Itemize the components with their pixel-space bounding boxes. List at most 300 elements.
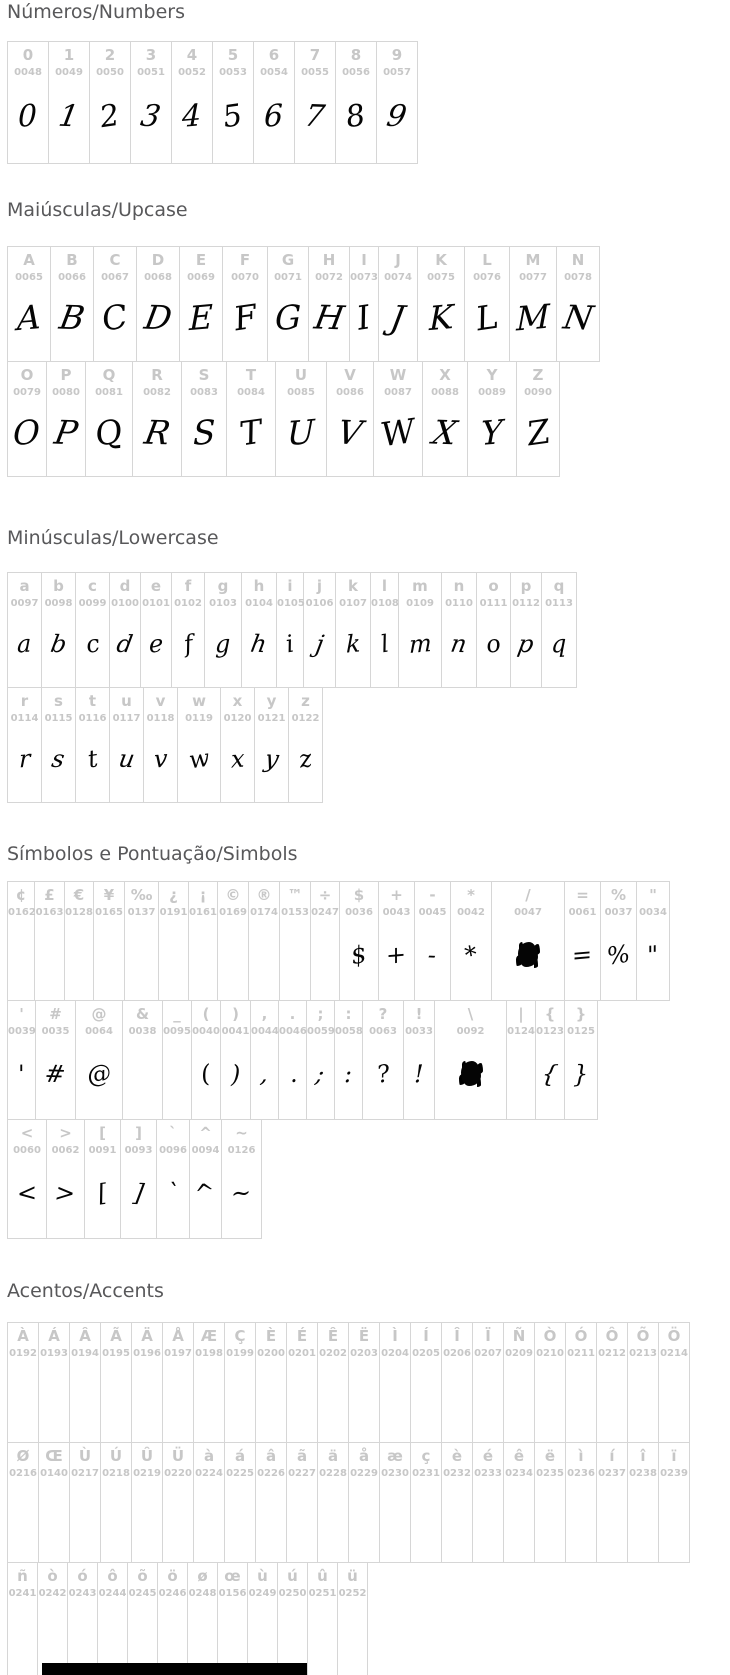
glyph-cell-0057 [377,42,417,163]
cell-glyph [123,1040,162,1119]
handwritten-glyph: b [48,629,69,658]
glyph-cell-0104 [242,573,277,687]
glyph-cell-0209 [504,1323,535,1442]
cell-unicode-label: 0062 [51,1145,80,1156]
cell-char-label: V [344,366,356,384]
glyph-cell-0097 [8,573,42,687]
handwritten-glyph: O [13,411,41,454]
cell-unicode-label: 0118 [146,713,175,724]
cell-glyph [8,81,48,163]
handwritten-glyph: I [354,297,374,338]
glyph-cell-0251 [308,1563,338,1675]
bottom-partial-banner [42,1663,307,1675]
cell-unicode-label: 0191 [159,907,188,918]
handwritten-glyph: x [230,743,245,774]
handwritten-glyph: o [483,628,504,659]
cell-unicode-label: 0203 [350,1348,378,1359]
glyph-cell-0217 [70,1443,101,1562]
cell-char-label: å [358,1447,370,1465]
glyph-cell-0228 [318,1443,349,1562]
handwritten-glyph: 6 [264,97,284,135]
cell-unicode-label: 0231 [412,1468,440,1479]
cell-unicode-label: 0234 [505,1468,533,1479]
cell-glyph [504,1482,534,1562]
cell-glyph [192,1040,220,1119]
glyph-cell-0051 [131,42,172,163]
glyph-cell-0039 [8,1001,36,1119]
cell-unicode-label: 0251 [308,1588,337,1599]
cell-char-label: ä [327,1447,339,1465]
cell-glyph [268,286,308,361]
glyph-cell-0252 [338,1563,367,1675]
cell-char-label: È [265,1327,277,1345]
cell-char-label: d [119,577,131,595]
cell-char-label: Ã [110,1327,122,1345]
cell-char-label: * [467,886,475,904]
cell-glyph [242,612,276,687]
cell-char-label: Â [79,1327,91,1345]
cell-glyph [557,286,599,361]
handwritten-glyph: ? [374,1058,392,1089]
cell-char-label: % [610,886,627,904]
cell-char-label: = [576,886,589,904]
cell-unicode-label: 0162 [8,907,36,918]
handwritten-glyph: 0 [18,97,38,135]
cell-glyph [189,921,217,1000]
handwritten-glyph: ~ [231,1177,252,1208]
cell-unicode-label: 0192 [9,1348,37,1359]
cell-glyph [628,1362,658,1442]
cell-glyph [465,286,509,361]
cell-unicode-label: 0102 [174,598,202,609]
glyph-cell-0102 [172,573,205,687]
cell-char-label: ™ [287,886,303,904]
glyph-cell-0118 [144,688,178,802]
cell-glyph [225,1362,255,1442]
section-heading-numbers: Números/Numbers [7,1,185,23]
glyph-cell-0232 [442,1443,473,1562]
glyph-cell-0112 [511,573,542,687]
glyph-cell-0137 [125,882,159,1000]
cell-glyph [8,727,41,802]
cell-char-label: 8 [350,46,362,64]
glyph-cell-0091 [85,1120,121,1238]
glyph-cell-0165 [94,882,125,1000]
cell-char-label: > [59,1124,72,1142]
cell-char-label: f [184,577,192,595]
cell-glyph [8,1602,37,1675]
handwritten-glyph: E [188,296,214,339]
cell-unicode-label: 0055 [301,67,329,78]
cell-glyph [507,1040,535,1119]
cell-char-label: B [66,251,78,269]
cell-glyph [349,1362,379,1442]
cell-glyph [47,1159,84,1238]
cell-char-label: M [525,251,541,269]
handwritten-glyph: 1 [56,98,82,134]
cell-unicode-label: 0121 [257,713,286,724]
cell-char-label: 3 [145,46,157,64]
section-heading-accents: Acentos/Accents [7,1280,164,1302]
cell-char-label: v [155,692,166,710]
cell-glyph [307,1040,334,1119]
cell-char-label: ç [421,1447,431,1465]
cell-unicode-label: 0108 [371,598,399,609]
glyph-cell-0087 [374,362,423,476]
cell-glyph [227,401,275,476]
cell-unicode-label: 0035 [41,1026,70,1037]
cell-char-label: " [649,886,657,904]
cell-glyph [418,286,464,361]
handwritten-glyph: X [429,412,461,453]
handwritten-glyph: @ [84,1058,114,1089]
handwritten-glyph: A [17,296,41,339]
glyph-cell-0245 [128,1563,158,1675]
cell-char-label: $ [353,886,365,904]
cell-unicode-label: 0057 [383,67,411,78]
handwritten-glyph: y [262,744,281,773]
cell-unicode-label: 0068 [144,272,172,283]
cell-char-label: : [345,1005,352,1023]
glyph-cell-0095 [163,1001,192,1119]
cell-glyph [221,727,254,802]
cell-unicode-label: 0128 [65,907,93,918]
cell-unicode-label: 0140 [40,1468,68,1479]
cell-char-label: - [429,886,436,904]
cell-char-label: N [571,251,585,269]
cell-char-label: F [239,251,251,269]
cell-unicode-label: 0083 [190,387,218,398]
cell-glyph [335,1040,362,1119]
cell-glyph [121,1159,156,1238]
cell-unicode-label: 0048 [14,67,42,78]
cell-glyph [101,1362,131,1442]
cell-char-label: [ [99,1124,106,1142]
glyph-cell-0246 [158,1563,188,1675]
glyph-cell-0163 [35,882,65,1000]
cell-glyph [42,727,75,802]
cell-glyph [349,1482,379,1562]
sections-root [0,1,730,1675]
cell-glyph [172,612,204,687]
handwritten-glyph: { [539,1059,561,1088]
cell-unicode-label: 0238 [629,1468,657,1479]
cell-glyph [336,81,376,163]
cell-char-label: i [287,577,293,595]
glyph-cell-0073 [350,247,379,361]
glyph-cell-0048 [8,42,49,163]
cell-char-label: T [245,366,257,384]
cell-glyph [350,286,378,361]
cell-char-label: q [553,577,565,595]
cell-char-label: b [53,577,64,595]
glyph-cell-0235 [535,1443,566,1562]
cell-unicode-label: 0091 [88,1145,117,1156]
glyph-cell-0106 [304,573,336,687]
cell-glyph [536,1040,564,1119]
cell-char-label: æ [387,1447,403,1465]
cell-char-label: Ë [358,1327,370,1345]
cell-unicode-label: 0220 [164,1468,192,1479]
cell-glyph [35,921,64,1000]
cell-glyph [76,1040,122,1119]
cell-unicode-label: 0218 [102,1468,130,1479]
handwritten-glyph: J [387,297,409,338]
cell-glyph [47,401,85,476]
cell-char-label: 7 [309,46,321,64]
cell-unicode-label: 0095 [163,1026,191,1037]
cell-char-label: À [17,1327,29,1345]
glyph-cell-0085 [276,362,327,476]
cell-glyph [473,1482,503,1562]
cell-glyph [542,612,576,687]
cell-unicode-label: 0200 [257,1348,285,1359]
cell-glyph [255,727,288,802]
cell-char-label: õ [137,1567,148,1585]
glyph-cell-0090 [517,362,559,476]
cell-char-label: Ú [109,1447,123,1465]
cell-char-label: E [195,251,207,269]
cell-unicode-label: 0250 [278,1588,307,1599]
cell-char-label: p [520,577,532,595]
cell-unicode-label: 0153 [281,907,309,918]
cell-glyph [380,1482,410,1562]
cell-unicode-label: 0105 [277,598,305,609]
cell-glyph [251,1040,278,1119]
cell-unicode-label: 0224 [195,1468,223,1479]
cell-char-label: Î [454,1327,460,1345]
cell-char-label: z [301,692,310,710]
cell-glyph [399,612,441,687]
cell-unicode-label: 0098 [44,598,73,609]
cell-glyph [132,1362,162,1442]
cell-glyph [42,612,75,687]
cell-unicode-label: 0241 [8,1588,37,1599]
cell-char-label: _ [173,1005,181,1023]
cell-unicode-label: 0242 [38,1588,67,1599]
cell-glyph [597,1482,627,1562]
cell-char-label: Ñ [512,1327,526,1345]
cell-glyph [70,1362,100,1442]
glyph-cell-0214 [659,1323,689,1442]
glyph-cell-0084 [227,362,276,476]
cell-char-label: ' [19,1005,24,1023]
glyph-cell-0066 [51,247,94,361]
cell-char-label: ì [578,1447,584,1465]
glyph-cell-0065 [8,247,51,361]
handwritten-glyph: L [472,296,502,339]
cell-unicode-label: 0080 [52,387,80,398]
cell-char-label: } [575,1005,587,1023]
cell-unicode-label: 0125 [567,1026,595,1037]
cell-glyph [379,286,417,361]
handwritten-glyph: h [248,629,270,658]
cell-unicode-label: 0090 [524,387,552,398]
handwritten-glyph: + [386,939,407,970]
glyph-cell-0213 [628,1323,659,1442]
cell-unicode-label: 0216 [9,1468,37,1479]
cell-char-label: ¿ [169,886,178,904]
cell-unicode-label: 0247 [311,907,339,918]
cell-glyph [65,921,93,1000]
handwritten-glyph: H [311,297,347,338]
glyph-cell-0243 [68,1563,98,1675]
handwritten-glyph: ] [131,1178,146,1207]
cell-glyph [287,1482,317,1562]
glyph-cell-0195 [101,1323,132,1442]
cell-char-label: © [225,886,241,904]
glyph-cell-0123 [536,1001,565,1119]
handwritten-glyph: " [647,939,659,970]
glyph-cell-0124 [507,1001,536,1119]
handwritten-glyph: k [345,628,361,659]
handwritten-glyph: q [551,628,567,659]
cell-char-label: û [317,1567,328,1585]
section-numbers [7,1,730,164]
glyph-cell-0122 [289,688,322,802]
handwritten-glyph: ( [198,1059,214,1088]
cell-char-label: Æ [200,1327,218,1345]
cell-char-label: € [73,886,85,904]
cell-char-label: Ä [141,1327,153,1345]
cell-unicode-label: 0100 [111,598,139,609]
cell-unicode-label: 0124 [507,1026,535,1037]
cell-glyph [36,1040,75,1119]
cell-char-label: H [322,251,336,269]
cell-unicode-label: 0064 [85,1026,113,1037]
handwritten-glyph: p [515,629,537,658]
cell-char-label: o [488,577,499,595]
cell-char-label: 6 [268,46,280,64]
cell-unicode-label: 0239 [660,1468,688,1479]
glyph-cell-0053 [213,42,254,163]
glyph-cell-0230 [380,1443,411,1562]
glyph-cell-0049 [49,42,90,163]
cell-unicode-label: 0058 [335,1026,363,1037]
cell-unicode-label: 0204 [381,1348,409,1359]
cell-unicode-label: 0211 [567,1348,595,1359]
cell-unicode-label: 0078 [564,272,592,283]
cell-unicode-label: 0252 [338,1588,367,1599]
cell-char-label: X [439,366,451,384]
cell-unicode-label: 0194 [71,1348,99,1359]
cell-char-label: ! [415,1005,423,1023]
cell-glyph [49,81,89,163]
glyph-cell-0226 [256,1443,287,1562]
cell-char-label: a [19,577,30,595]
cell-unicode-label: 0087 [384,387,412,398]
cell-glyph [492,921,564,1000]
cell-unicode-label: 0217 [71,1468,99,1479]
cell-char-label: Ï [485,1327,491,1345]
cell-glyph [659,1362,689,1442]
glyph-cell-0100 [110,573,141,687]
cell-unicode-label: 0053 [219,67,247,78]
cell-glyph [451,921,491,1000]
glyph-cell-0050 [90,42,131,163]
cell-char-label: â [265,1447,277,1465]
cell-glyph [218,921,248,1000]
cell-unicode-label: 0219 [133,1468,161,1479]
cell-unicode-label: 0051 [137,67,165,78]
glyph-cell-0083 [182,362,227,476]
glyph-cell-0205 [411,1323,442,1442]
glyph-cell-0121 [255,688,289,802]
cell-unicode-label: 0112 [512,598,540,609]
glyph-cell-0231 [411,1443,442,1562]
cell-unicode-label: 0199 [226,1348,254,1359]
cell-glyph [70,1482,100,1562]
cell-char-label: h [253,577,265,595]
cell-char-label: ^ [199,1124,212,1142]
cell-unicode-label: 0109 [406,598,434,609]
glyph-cell-0197 [163,1323,194,1442]
glyph-cell-0046 [279,1001,307,1119]
cell-unicode-label: 0084 [237,387,265,398]
cell-char-label: Õ [636,1327,650,1345]
cell-char-label: P [60,366,72,384]
glyph-cell-0204 [380,1323,411,1442]
cell-glyph [309,286,349,361]
cell-glyph [566,1362,596,1442]
glyph-cell-0125 [565,1001,597,1119]
glyph-cell-0236 [566,1443,597,1562]
cell-unicode-label: 0232 [443,1468,471,1479]
glyph-cell-0225 [225,1443,256,1562]
cell-char-label: Y [486,366,498,384]
handwritten-glyph: 4 [182,97,202,135]
cell-glyph [473,1362,503,1442]
cell-char-label: . [289,1005,296,1023]
cell-unicode-label: 0110 [445,598,473,609]
cell-char-label: ú [287,1567,298,1585]
cell-char-label: é [482,1447,494,1465]
cell-glyph [435,1040,506,1119]
glyph-cell-0233 [473,1443,504,1562]
glyph-cell-0244 [98,1563,128,1675]
handwritten-glyph: : [344,1059,353,1088]
cell-unicode-label: 0104 [245,598,273,609]
handwritten-glyph: B [56,297,88,338]
cell-unicode-label: 0079 [13,387,41,398]
cell-unicode-label: 0033 [405,1026,433,1037]
cell-char-label: í [609,1447,615,1465]
glyph-grid-row [7,1000,598,1120]
cell-char-label: l [381,577,388,595]
glyph-cell-0061 [565,882,601,1000]
handwritten-glyph: $ [349,939,369,970]
handwritten-glyph: ! [414,1059,424,1088]
glyph-cell-0237 [597,1443,628,1562]
cell-char-label: 9 [391,46,403,64]
handwritten-glyph: 7 [302,98,328,134]
cell-char-label: Ø [16,1447,30,1465]
handwritten-glyph: . [286,1059,299,1088]
glyph-cell-0242 [38,1563,68,1675]
glyph-cell-0043 [379,882,415,1000]
section-uppercase [7,199,730,477]
glyph-cell-0126 [222,1120,261,1238]
glyph-cell-0088 [423,362,468,476]
glyph-cell-0110 [442,573,477,687]
cell-char-label: t [88,692,97,710]
cell-unicode-label: 0213 [629,1348,657,1359]
handwritten-glyph: F [230,296,260,339]
glyph-cell-0058 [335,1001,363,1119]
cell-char-label: Ö [667,1327,681,1345]
cell-unicode-label: 0071 [274,272,302,283]
cell-glyph [318,1482,348,1562]
